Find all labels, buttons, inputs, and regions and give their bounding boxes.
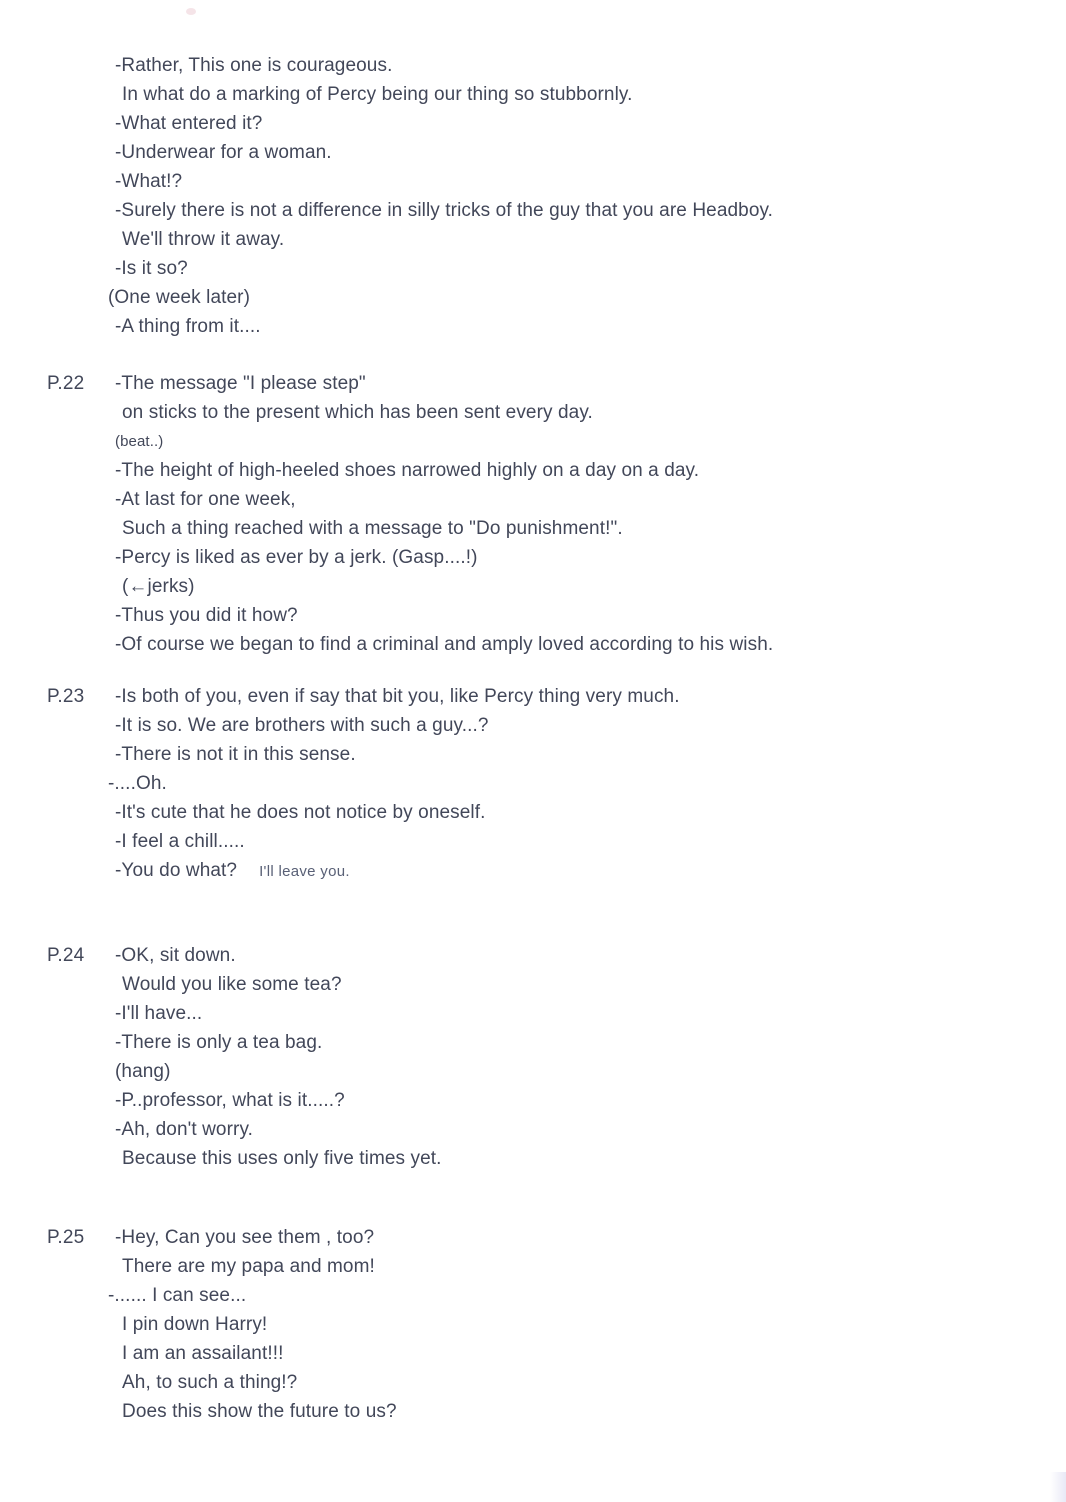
script-line-text: -P..professor, what is it.....? <box>115 1090 345 1111</box>
script-line-text: -Is it so? <box>115 258 188 279</box>
script-line-text: Such a thing reached with a message to "Do punishment!". <box>122 518 623 539</box>
script-line-text: Because this uses only five times yet. <box>122 1148 442 1169</box>
script-line <box>115 1223 1066 1252</box>
script-line-text: -It is so. We are brothers with such a guy...? <box>115 715 489 736</box>
script-block <box>0 682 1066 886</box>
script-line <box>122 1310 1066 1339</box>
script-line <box>122 1144 1066 1173</box>
script-line-text: -....Oh. <box>108 773 167 794</box>
script-line-text: -The height of high-heeled shoes narrowed highly on a day on a day. <box>115 460 700 481</box>
script-line-text: -Percy is liked as ever by a jerk. (Gasp....!) <box>115 547 478 568</box>
script-line <box>115 601 1066 630</box>
script-line <box>122 398 1066 427</box>
script-line-text: Ah, to such a thing!? <box>122 1372 298 1393</box>
script-line-text: -Of course we began to find a criminal and amply loved according to his wish. <box>115 634 774 655</box>
script-line-text: (beat..) <box>115 433 164 450</box>
script-line <box>122 970 1066 999</box>
script-line-text: (←jerks) <box>122 576 195 597</box>
script-line <box>115 1115 1066 1144</box>
script-line <box>115 51 1066 80</box>
script-line-text: -At last for one week, <box>115 489 296 510</box>
script-line <box>115 941 1066 970</box>
script-line-text: -Surely there is not a difference in silly tricks of the guy that you are Headboy. <box>115 200 774 221</box>
script-line <box>115 1028 1066 1057</box>
script-lines <box>108 682 1066 886</box>
script-line-text: In what do a marking of Percy being our thing so stubbornly. <box>122 84 633 105</box>
script-line-text: -What entered it? <box>115 113 263 134</box>
page-label: P.23 <box>47 686 85 707</box>
script-line <box>122 1252 1066 1281</box>
script-line <box>115 369 1066 398</box>
script-line <box>115 1057 1066 1086</box>
script-line-text: -Rather, This one is courageous. <box>115 55 393 76</box>
script-lines <box>115 941 1066 1173</box>
scan-smudge-bottom-right <box>1050 1472 1066 1502</box>
script-line <box>115 427 1066 456</box>
script-line-text: -There is not it in this sense. <box>115 744 356 765</box>
script-block <box>0 1223 1066 1426</box>
script-line-text: -What!? <box>115 171 183 192</box>
script-line <box>115 485 1066 514</box>
script-line <box>115 138 1066 167</box>
script-line-text: -Ah, don't worry. <box>115 1119 254 1140</box>
script-block <box>0 941 1066 1173</box>
script-line <box>115 827 1066 856</box>
script-line <box>122 572 1066 601</box>
script-line-text: -OK, sit down. <box>115 945 236 966</box>
inline-note: I'll leave you. <box>259 863 350 880</box>
script-lines <box>108 51 1066 341</box>
script-line-text: -It's cute that he does not notice by oneself. <box>115 802 486 823</box>
script-line <box>108 769 1066 798</box>
script-line <box>115 1086 1066 1115</box>
script-line-text: -I feel a chill..... <box>115 831 245 852</box>
script-line <box>122 514 1066 543</box>
page-label: P.25 <box>47 1227 85 1248</box>
script-line <box>115 254 1066 283</box>
script-line <box>115 740 1066 769</box>
script-line <box>115 543 1066 572</box>
script-line-text: We'll throw it away. <box>122 229 285 250</box>
script-line <box>108 283 1066 312</box>
script-line <box>115 312 1066 341</box>
script-line-text: -Underwear for a woman. <box>115 142 332 163</box>
script-line-text: -The message "I please step" <box>115 373 366 394</box>
script-line <box>122 80 1066 109</box>
script-line-text: -...... I can see... <box>108 1285 247 1306</box>
script-line-text: Does this show the future to us? <box>122 1401 397 1422</box>
script-block <box>0 51 1066 341</box>
script-line <box>115 196 1066 225</box>
script-line <box>115 798 1066 827</box>
script-line <box>115 856 1066 886</box>
script-line-text: -Thus you did it how? <box>115 605 298 626</box>
script-line <box>122 1368 1066 1397</box>
script-line-text: (One week later) <box>108 287 251 308</box>
script-line-text: -You do what? <box>115 860 238 881</box>
script-lines <box>115 369 1066 659</box>
script-line-text: -I'll have... <box>115 1003 203 1024</box>
script-line-text: -Hey, Can you see them , too? <box>115 1227 375 1248</box>
script-line <box>122 1397 1066 1426</box>
script-line-text: -There is only a tea bag. <box>115 1032 323 1053</box>
script-line <box>115 711 1066 740</box>
script-line <box>122 1339 1066 1368</box>
script-line <box>115 630 1066 659</box>
script-line <box>108 1281 1066 1310</box>
script-block <box>0 369 1066 659</box>
script-line <box>115 167 1066 196</box>
page-label: P.24 <box>47 945 85 966</box>
script-line-text: I pin down Harry! <box>122 1314 268 1335</box>
script-lines <box>108 1223 1066 1426</box>
script-line <box>115 999 1066 1028</box>
script-line-text: (hang) <box>115 1061 171 1082</box>
script-line <box>115 109 1066 138</box>
script-line-text: There are my papa and mom! <box>122 1256 375 1277</box>
script-line-text: on sticks to the present which has been sent every day. <box>122 402 593 423</box>
script-line <box>115 682 1066 711</box>
script-line-text: -Is both of you, even if say that bit you, like Percy thing very much. <box>115 686 680 707</box>
script-line-text: I am an assailant!!! <box>122 1343 284 1364</box>
script-line <box>122 225 1066 254</box>
page-label: P.22 <box>47 373 85 394</box>
script-line-text: -A thing from it.... <box>115 316 261 337</box>
script-line <box>115 456 1066 485</box>
script-line-text: Would you like some tea? <box>122 974 342 995</box>
